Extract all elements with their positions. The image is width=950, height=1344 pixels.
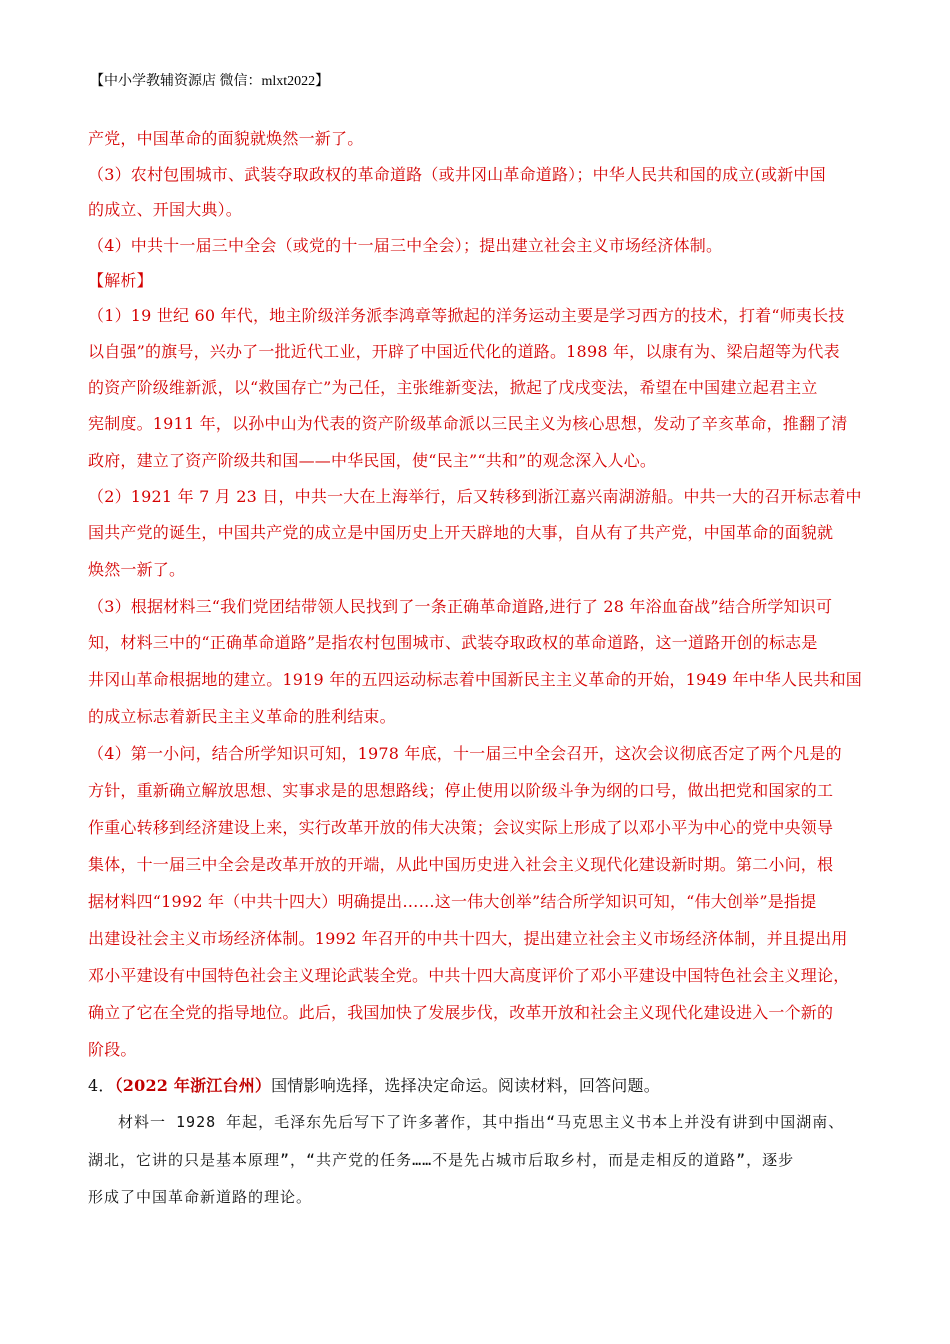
question-4 xyxy=(88,1075,660,1097)
analysis-line: 出建设社会主义市场经济体制。1992 年召开的中共十四大，提出建立社会主义市场经济体制，并且提出用 xyxy=(88,929,848,948)
question-source: （2022 年浙江台州） xyxy=(114,1076,272,1095)
question-number: 4． xyxy=(88,1076,115,1095)
analysis-line: 的成立标志着新民主主义革命的胜利结束。 xyxy=(88,707,396,726)
analysis-line: 以自强”的旗号，兴办了一批近代工业，开辟了中国近代化的道路。1898 年，以康有为、梁启超等为代表 xyxy=(88,342,840,361)
analysis-line: 作重心转移到经济建设上来，实行改革开放的伟大决策；会议实际上形成了以邓小平为中心的党中央领导 xyxy=(88,818,834,837)
answer-line: 产党，中国革命的面貌就焕然一新了。 xyxy=(88,129,364,148)
page-header: 【中小学教辅资源店 微信：mlxt2022】 xyxy=(90,74,330,89)
analysis-line: 井冈山革命根据地的建立。1919 年的五四运动标志着中国新民主主义革命的开始，1949 年中华人民共和国 xyxy=(88,670,863,689)
analysis-line: （1）19 世纪 60 年代，地主阶级洋务派李鸿章等掀起的洋务运动主要是学习西方的技术，打着“师夷长技 xyxy=(88,306,845,325)
analysis-line: 国共产党的诞生，中国共产党的成立是中国历史上开天辟地的大事，自从有了共产党，中国革命的面貌就 xyxy=(88,523,834,542)
analysis-line: 据材料四“1992 年（中共十四大）明确提出……这一伟大创举”结合所学知识可知，“伟大创举”是指提 xyxy=(88,892,817,911)
material-line: 形成了中国革命新道路的理论。 xyxy=(88,1188,313,1206)
answer-line: 的成立、开国大典）。 xyxy=(88,200,243,219)
analysis-line: 焕然一新了。 xyxy=(88,560,186,579)
analysis-line: 的资产阶级维新派，以“救国存亡”为己任，主张维新变法，掀起了戊戌变法，希望在中国建立起君主立 xyxy=(88,378,818,397)
analysis-line: （2）1921 年 7 月 23 日，中共一大在上海举行，后又转移到浙江嘉兴南湖游船。中共一大的召开标志着中 xyxy=(88,487,862,506)
material-line: 材料一 1928 年起，毛泽东先后写下了许多著作，其中指出“马克思主义书本上并没有讲到中国湖南、 xyxy=(118,1113,845,1131)
analysis-line: 知，材料三中的“正确革命道路”是指农村包围城市、武装夺取政权的革命道路，这一道路开创的标志是 xyxy=(88,633,818,652)
analysis-line: 确立了它在全党的指导地位。此后，我国加快了发展步伐，改革开放和社会主义现代化建设进入一个新的 xyxy=(88,1003,834,1022)
answer-line: （3）农村包围城市、武装夺取政权的革命道路（或井冈山革命道路）；中华人民共和国的成立(或新中国 xyxy=(88,165,826,184)
analysis-line: 宪制度。1911 年，以孙中山为代表的资产阶级革命派以三民主义为核心思想，发动了辛亥革命，推翻了清 xyxy=(88,414,848,433)
analysis-line: 方针，重新确立解放思想、实事求是的思想路线；停止使用以阶级斗争为纲的口号，做出把党和国家的工 xyxy=(88,781,834,800)
analysis-line: 集体，十一届三中全会是改革开放的开端，从此中国历史进入社会主义现代化建设新时期。第二小问，根 xyxy=(88,855,834,874)
question-text: 国情影响选择，选择决定命运。阅读材料，回答问题。 xyxy=(271,1076,660,1095)
analysis-title: 【解析】 xyxy=(88,271,153,290)
analysis-line: 政府，建立了资产阶级共和国——中华民国，使“民主”“共和”的观念深入人心。 xyxy=(88,451,657,470)
answer-line: （4）中共十一届三中全会（或党的十一届三中全会）；提出建立社会主义市场经济体制。 xyxy=(88,236,723,255)
analysis-line: （3）根据材料三“我们党团结带领人民找到了一条正确革命道路,进行了 28 年浴血奋战”结合所学知识可 xyxy=(88,597,833,616)
analysis-line: 阶段。 xyxy=(88,1040,137,1059)
analysis-line: 邓小平建设有中国特色社会主义理论武装全党。中共十四大高度评价了邓小平建设中国特色社会主义理论， xyxy=(88,966,850,985)
material-line: 湖北，它讲的只是基本原理”，“共产党的任务……不是先占城市后取乡村，而是走相反的道路”，逐步 xyxy=(88,1151,795,1169)
analysis-line: （4）第一小问，结合所学知识可知，1978 年底，十一届三中全会召开，这次会议彻底否定了两个凡是的 xyxy=(88,744,842,763)
